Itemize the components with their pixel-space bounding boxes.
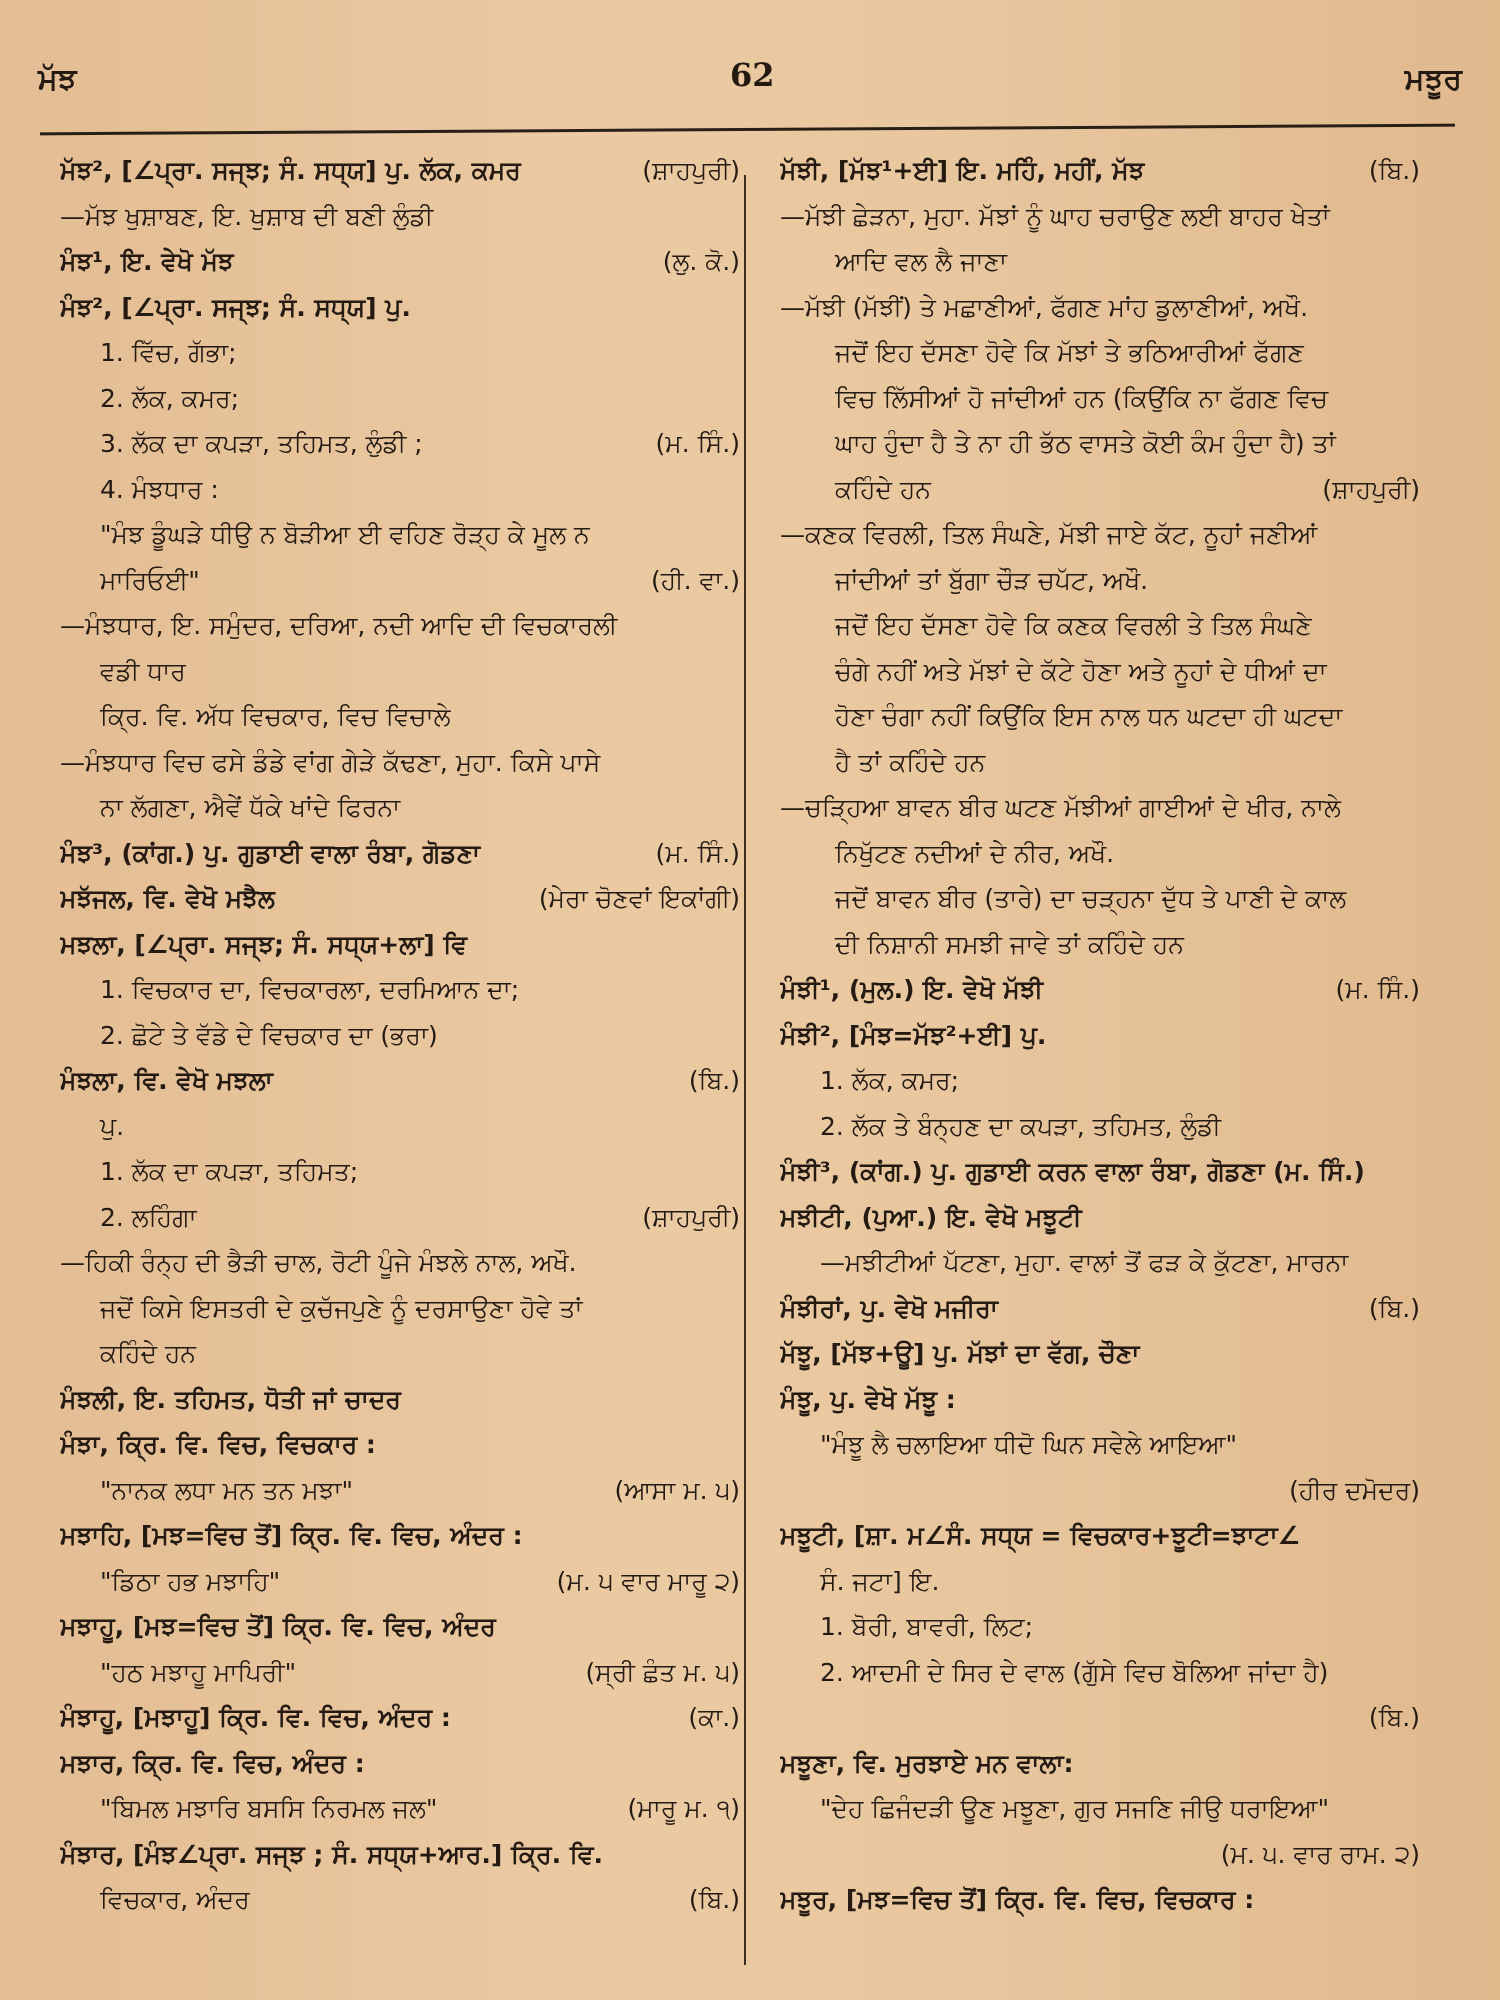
entry-text: —ਮੰਝਧਾਰ ਵਿਚ ਫਸੇ ਡੰਡੇ ਵਾਂਗ ਗੇੜੇ ਕੱਢਣਾ, ਮੁਹਾ. ਕਿਸੇ ਪਾਸੇ [60,747,601,777]
entry-line [60,194,740,240]
source-citation: (ਬਿ.) [1368,156,1420,185]
entry-text: ਕਹਿੰਦੇ ਹਨ [100,1339,196,1368]
entry-text: ਚੰਗੇ ਨਹੀਂ ਅਤੇ ਮੱਝਾਂ ਦੇ ਕੱਟੇ ਹੋਣਾ ਅਤੇ ਨੂਹਾਂ ਦੇ ਧੀਆਂ ਦਾ [835,656,1327,686]
entry-text: "ਮੰਝ ਡੂੰਘੜੇ ਧੀਉ ਨ ਬੋੜੀਆ ਈ ਵਹਿਣ ਰੋੜ੍ਹ ਕੇ ਮੂਲ ਨ [100,520,590,549]
entry-line [780,1559,1420,1605]
entry-line [780,1013,1420,1059]
entry-line [60,1604,740,1650]
entry-text: ਮਾਰਿਓਈ" [100,565,200,595]
entry-text: ਵਿਚਕਾਰ, ਅੰਦਰ [100,1885,250,1914]
entry-line [60,1195,740,1241]
entry-line [60,376,740,422]
entry-text: "ਬਿਮਲ ਮਝਾਰਿ ਬਸਸਿ ਨਿਰਮਲ ਜਲ" [100,1794,438,1823]
entry-line [780,148,1420,194]
source-citation: (ਬਿ.) [1368,1293,1420,1323]
entry-line [780,1786,1420,1832]
entry-text: 2. ਲੱਕ ਤੇ ਬੰਨ੍ਹਣ ਦਾ ਕਪੜਾ, ਤਹਿਮਤ, ਲੁੰਡੀ [820,1111,1222,1141]
entry-line [780,1741,1420,1787]
entry-line [780,967,1420,1013]
entry-text: ਮੰਝੀ³, (ਕਾਂਗ.) ਪੁ. ਗੁਡਾਈ ਕਰਨ ਵਾਲਾ ਰੰਬਾ, ਗੋਡਣਾ (ਮ. ਸਿੰ.) [780,1157,1365,1186]
entry-line [780,649,1420,695]
entry-line [60,1786,740,1832]
entry-text: ਵਡੀ ਧਾਰ [100,656,186,686]
entry-line [780,558,1420,604]
entry-text: ਮੰਝਲਾ, ਵਿ. ਵੇਖੋ ਮਝਲਾ [60,1066,273,1095]
entry-text: ਮੰਝੂ, ਪੁ. ਵੇਖੋ ਮੱਝੂ : [780,1384,956,1414]
entry-text: "ਦੇਹ ਛਿਜੰਦੜੀ ਊਣ ਮਝੂਣਾ, ਗੁਰ ਸਜਣਿ ਜੀਉ ਧਰਾਇਆ" [820,1794,1330,1823]
entry-line [60,1559,740,1605]
header-left-guide-word: ਮੱਝ [38,62,77,97]
entry-text: ਨਾ ਲੱਗਣਾ, ਐਵੇਂ ਧੱਕੇ ਖਾਂਦੇ ਫਿਰਨਾ [100,793,401,822]
entry-line [60,558,740,604]
entry-line [780,785,1420,831]
entry-line [780,1695,1420,1741]
entry-text: ਵਿਚ ਲਿੱਸੀਆਂ ਹੋ ਜਾਂਦੀਆਂ ਹਨ (ਕਿਉਂਕਿ ਨਾ ਫੱਗਣ ਵਿਚ [835,383,1328,413]
entry-text: ਮਝਾਹਿ, [ਮਝ=ਵਿਚ ਤੋਂ] ਕ੍ਰਿ. ਵਿ. ਵਿਚ, ਅੰਦਰ : [60,1521,523,1550]
entry-line [780,285,1420,331]
entry-line [780,1422,1420,1468]
source-citation: (ਕਾ.) [688,1703,740,1732]
entry-text: ਮੰਝ³, (ਕਾਂਗ.) ਪੁ. ਗੁਡਾਈ ਵਾਲਾ ਰੰਬਾ, ਗੋਡਣਾ [60,838,481,868]
entry-line [60,1240,740,1286]
entry-line [60,1377,740,1423]
entry-line [60,1331,740,1377]
entry-line [60,1695,740,1741]
entry-text: ਘਾਹ ਹੁੰਦਾ ਹੈ ਤੇ ਨਾ ਹੀ ਭੱਠ ਵਾਸਤੇ ਕੋਈ ਕੰਮ ਹੁੰਦਾ ਹੈ) ਤਾਂ [835,429,1336,458]
entry-line [60,148,740,194]
source-citation: (ਆਸਾ ਮ. ੫) [614,1475,740,1505]
entry-line [60,285,740,331]
entry-line [780,239,1420,285]
source-citation: (ਹੀਰ ਦਮੋਦਰ) [1289,1475,1420,1505]
entry-line [60,1104,740,1150]
source-citation: (ਮ. ਸਿੰ.) [1335,975,1420,1004]
entry-line [780,922,1420,968]
entry-text: ਮਝੱਜਲ, ਵਿ. ਵੇਖੋ ਮਝੈਲ [60,884,275,913]
entry-line [60,512,740,558]
entry-line [780,1240,1420,1286]
entry-text: —ਮੱਝੀ (ਮੱਝੀਂ) ਤੇ ਮਛਾਣੀਆਂ, ਫੱਗਣ ਮਾਂਹ ਡੁਲਾਣੀਆਂ, ਅਖੌ. [780,292,1309,322]
entry-text: ਮੰਝਲੀ, ਇ. ਤਹਿਮਤ, ਧੋਤੀ ਜਾਂ ਚਾਦਰ [60,1384,401,1414]
entry-line [60,922,740,968]
entry-text: 1. ਵਿੱਚ, ਗੱਭਾ; [100,338,237,367]
entry-line [60,694,740,740]
entry-text: ਮੰਝੀ¹, (ਮੁਲ.) ਇ. ਵੇਖੋ ਮੱਝੀ [780,975,1044,1004]
entry-line [60,1468,740,1514]
entry-line [60,603,740,649]
entry-line [780,740,1420,786]
left-column [60,148,740,1923]
entry-text: "ਮੰਝੂ ਲੈ ਚਲਾਇਆ ਧੀਦੋ ਘਿਨ ਸਵੇਲੇ ਆਇਆ" [820,1430,1238,1459]
entry-line [60,1832,740,1878]
entry-line [780,876,1420,922]
entry-line [780,421,1420,467]
entry-text: ਕ੍ਰਿ. ਵਿ. ਅੱਧ ਵਿਚਕਾਰ, ਵਿਚ ਵਿਚਾਲੇ [100,702,451,731]
entry-text: ਮੰਝ¹, ਇ. ਵੇਖੋ ਮੱਝ [60,247,234,276]
entry-text: 1. ਲੱਕ ਦਾ ਕਪੜਾ, ਤਹਿਮਤ; [100,1157,359,1186]
entry-text: ਜਦੋਂ ਇਹ ਦੱਸਣਾ ਹੋਵੇ ਕਿ ਕਣਕ ਵਿਰਲੀ ਤੇ ਤਿਲ ਸੰਘਣੇ [835,611,1312,640]
entry-text: ਮੱਝ², [∠ਪ੍ਰਾ. ਸਜ੍ਝ; ਸੰ. ਸਧ੍ਯ] ਪੁ. ਲੱਕ, ਕਮਰ [60,156,521,185]
right-column [780,148,1420,1923]
entry-line [60,740,740,786]
source-citation: (ਮੇਰਾ ਚੋਣਵਾਂ ਇਕਾਂਗੀ) [538,884,740,913]
entry-text: 1. ਬੋਰੀ, ਬਾਵਰੀ, ਲਿਟ; [820,1612,1034,1641]
entry-text: ਕਹਿੰਦੇ ਹਨ [835,474,931,504]
entry-text: ਮੱਝੀ, [ਮੱਝ¹+ਈ] ਇ. ਮਹਿੰ, ਮਹੀਂ, ਮੱਝ [780,156,1145,185]
entry-text: ਮਝੂਣਾ, ਵਿ. ਮੁਰਝਾਏ ਮਨ ਵਾਲਾ: [780,1748,1074,1778]
entry-text: 3. ਲੱਕ ਦਾ ਕਪੜਾ, ਤਹਿਮਤ, ਲੁੰਡੀ ; [100,429,423,458]
entry-text: —ਮੰਝਧਾਰ, ਇ. ਸਮੁੰਦਰ, ਦਰਿਆ, ਨਦੀ ਆਦਿ ਦੀ ਵਿਚਕਾਰਲੀ [60,611,618,640]
entry-text: ਮਝਲਾ, [∠ਪ੍ਰਾ. ਸਜ੍ਝ; ਸੰ. ਸਧ੍ਯ+ਲਾ] ਵਿ [60,929,468,959]
entry-line [780,512,1420,558]
entry-line [60,785,740,831]
source-citation: (ਹੀ. ਵਾ.) [650,565,740,595]
header-right-guide-word: ਮਝੂਰ [1404,62,1462,97]
entry-text: —ਚੜ੍ਹਿਆ ਬਾਵਨ ਬੀਰ ਘਟਣ ਮੱਝੀਆਂ ਗਾਈਆਂ ਦੇ ਖੀਰ, ਨਾਲੇ [780,793,1341,822]
source-citation: (ਮਾਰੂ ਮ. ੧) [627,1794,740,1823]
entry-text: ਮਝੂਰ, [ਮਝ=ਵਿਚ ਤੋਂ] ਕ੍ਰਿ. ਵਿ. ਵਿਚ, ਵਿਚਕਾਰ : [780,1885,1255,1914]
entry-line [780,1149,1420,1195]
entry-line [780,1468,1420,1514]
entry-line [60,876,740,922]
entry-line [60,239,740,285]
source-citation: (ਸ਼ਾਹਪੁਰੀ) [642,156,740,185]
entry-text: ਜਦੋਂ ਕਿਸੇ ਇਸਤਰੀ ਦੇ ਕੁਚੱਜਪੁਣੇ ਨੂੰ ਦਰਸਾਉਣਾ ਹੋਵੇ ਤਾਂ [100,1293,583,1323]
entry-text: ਮਝਾਹੂ, [ਮਝ=ਵਿਚ ਤੋਂ] ਕ੍ਰਿ. ਵਿ. ਵਿਚ, ਅੰਦਰ [60,1612,496,1641]
entry-line [780,831,1420,877]
entry-text: 4. ਮੰਝਧਾਰ : [100,474,219,504]
entry-line [780,1513,1420,1559]
entry-text: ਆਦਿ ਵਲ ਲੈ ਜਾਣਾ [835,247,1007,276]
entry-text: —ਮਝੀਟੀਆਂ ਪੱਟਣਾ, ਮੁਹਾ. ਵਾਲਾਂ ਤੋਂ ਫੜ ਕੇ ਕੁੱਟਣਾ, ਮਾਰਨਾ [820,1248,1349,1277]
entry-line [780,1195,1420,1241]
entry-text: ਹੈ ਤਾਂ ਕਹਿੰਦੇ ਹਨ [835,747,986,777]
source-citation: (ਮ. ੫ ਵਾਰ ਮਾਰੂ ੨) [556,1566,740,1596]
entry-line [780,1604,1420,1650]
entry-line [60,1286,740,1332]
entry-text: —ਕਣਕ ਵਿਰਲੀ, ਤਿਲ ਸੰਘਣੇ, ਮੱਝੀ ਜਾਏ ਕੱਟ, ਨੂਹਾਂ ਜਣੀਆਂ [780,520,1318,549]
entry-line [780,1650,1420,1696]
entry-text: "ਨਾਨਕ ਲਧਾ ਮਨ ਤਨ ਮਝਾ" [100,1475,354,1505]
entry-line [60,330,740,376]
entry-text: —ਮੱਝ ਖੁਸ਼ਾਬਣ, ਇ. ਖੁਸ਼ਾਬ ਦੀ ਬਣੀ ਲੁੰਡੀ [60,201,434,231]
entry-line [780,1058,1420,1104]
entry-line [60,1422,740,1468]
column-divider [744,175,746,1965]
entry-text: ਮੰਝਾਰ, [ਮੰਝ∠ਪ੍ਰਾ. ਸਜ੍ਝ ; ਸੰ. ਸਧ੍ਯ+ਆਰ.] ਕ੍ਰਿ. ਵਿ. [60,1839,603,1869]
entry-text: ਦੀ ਨਿਸ਼ਾਨੀ ਸਮਝੀ ਜਾਵੇ ਤਾਂ ਕਹਿੰਦੇ ਹਨ [835,929,1184,959]
source-citation: (ਬਿ.) [1368,1703,1420,1732]
entry-line [780,1104,1420,1150]
source-citation: (ਮ. ੫. ਵਾਰ ਰਾਮ. ੨) [1220,1839,1420,1869]
entry-line [780,330,1420,376]
entry-line [60,1741,740,1787]
entry-text: ਮਝੀਟੀ, (ਪੁਆ.) ਇ. ਵੇਖੋ ਮਝੂਟੀ [780,1202,1082,1232]
entry-text: "ਹਠ ਮਝਾਹੂ ਮਾਪਿਰੀ" [100,1657,297,1687]
entry-line [780,694,1420,740]
entry-line [780,1377,1420,1423]
entry-line [60,831,740,877]
entry-text: —ਹਿਕੀ ਰੰਨ੍ਹ ਦੀ ਭੈੜੀ ਚਾਲ, ਰੋਟੀ ਪੂੰਜੇ ਮੰਝਲੇ ਨਾਲ, ਅਖੌ. [60,1248,577,1277]
source-citation: (ਸ੍ਰੀ ਛੰਤ ਮ. ੫) [585,1657,740,1687]
page-header [0,56,1500,106]
entry-text: "ਡਿਠਾ ਹਭ ਮਝਾਹਿ" [100,1566,281,1596]
entry-line [60,967,740,1013]
entry-line [780,1832,1420,1878]
entry-line [780,1286,1420,1332]
entry-text: 1. ਵਿਚਕਾਰ ਦਾ, ਵਿਚਕਾਰਲਾ, ਦਰਮਿਆਨ ਦਾ; [100,975,520,1004]
source-citation: (ਸ਼ਾਹਪੁਰੀ) [1322,474,1420,504]
entry-text: ਮੱਝੂ, [ਮੱਝ+ਊ] ਪੁ. ਮੱਝਾਂ ਦਾ ਵੱਗ, ਚੌਣਾ [780,1339,1140,1368]
entry-text: ਸੰ. ਜਟਾ] ਇ. [820,1566,940,1596]
entry-text: ਹੋਣਾ ਚੰਗਾ ਨਹੀਂ ਕਿਉਂਕਿ ਇਸ ਨਾਲ ਧਨ ਘਟਦਾ ਹੀ ਘਟਦਾ [835,702,1343,731]
entry-line [780,467,1420,513]
entry-line [60,1877,740,1923]
source-citation: (ਮ. ਸਿੰ.) [655,429,740,458]
entry-text: 1. ਲੱਕ, ਕਮਰ; [820,1066,960,1095]
source-citation: (ਬਿ.) [688,1885,740,1914]
entry-line [780,1877,1420,1923]
source-citation: (ਸ਼ਾਹਪੁਰੀ) [642,1202,740,1232]
entry-line [780,603,1420,649]
entry-line [60,1013,740,1059]
entry-text: ਨਿਖੁੱਟਣ ਨਦੀਆਂ ਦੇ ਨੀਰ, ਅਖੌ. [835,838,1115,868]
source-citation: (ਮ. ਸਿੰ.) [655,838,740,868]
entry-text: ਜਾਂਦੀਆਂ ਤਾਂ ਬੁੱਗਾ ਚੌੜ ਚਪੱਟ, ਅਖੌ. [835,565,1149,595]
entry-text: ਮਝਾਰ, ਕ੍ਰਿ. ਵਿ. ਵਿਚ, ਅੰਦਰ : [60,1748,365,1778]
entry-text: 2. ਛੋਟੇ ਤੇ ਵੱਡੇ ਦੇ ਵਿਚਕਾਰ ਦਾ (ਭਰਾ) [100,1020,438,1050]
entry-text: ਜਦੋਂ ਬਾਵਨ ਬੀਰ (ਤਾਰੇ) ਦਾ ਚੜ੍ਹਨਾ ਦੁੱਧ ਤੇ ਪਾਣੀ ਦੇ ਕਾਲ [835,884,1347,913]
entry-line [60,467,740,513]
entry-text: ਮੰਝ², [∠ਪ੍ਰਾ. ਸਜ੍ਝ; ਸੰ. ਸਧ੍ਯ] ਪੁ. [60,292,411,322]
entry-text: ਮੰਝਾ, ਕ੍ਰਿ. ਵਿ. ਵਿਚ, ਵਿਚਕਾਰ : [60,1430,376,1459]
entry-line [780,1331,1420,1377]
entry-text: ਮੰਝੀਰਾਂ, ਪੁ. ਵੇਖੋ ਮਜੀਰਾ [780,1293,998,1323]
entry-text: —ਮੱਝੀ ਛੇੜਨਾ, ਮੁਹਾ. ਮੱਝਾਂ ਨੂੰ ਘਾਹ ਚਰਾਉਣ ਲਈ ਬਾਹਰ ਖੇਤਾਂ [780,201,1330,231]
entry-text: ਮਝੂਟੀ, [ਸ਼ਾ. ਮ∠ਸੰ. ਸਧ੍ਯ = ਵਿਚਕਾਰ+ਝੂਟੀ=ਝਾਟਾ∠ [780,1521,1301,1550]
entry-line [60,1149,740,1195]
entry-line [60,649,740,695]
entry-text: 2. ਲੱਕ, ਕਮਰ; [100,383,240,413]
entry-line [780,376,1420,422]
entry-line [60,1058,740,1104]
entry-text: ਜਦੋਂ ਇਹ ਦੱਸਣਾ ਹੋਵੇ ਕਿ ਮੱਝਾਂ ਤੇ ਭਠਿਆਰੀਆਂ ਫੱਗਣ [835,338,1304,367]
entry-text: 2. ਆਦਮੀ ਦੇ ਸਿਰ ਦੇ ਵਾਲ (ਗੁੱਸੇ ਵਿਚ ਬੋਲਿਆ ਜਾਂਦਾ ਹੈ) [820,1657,1329,1687]
header-rule [40,124,1455,136]
source-citation: (ਲੁ. ਕੋ.) [662,247,740,276]
entry-line [60,1650,740,1696]
entry-text: ਮੰਝੀ², [ਮੰਝ=ਮੱਝ²+ਈ] ਪੁ. [780,1020,1047,1050]
entry-line [780,194,1420,240]
source-citation: (ਬਿ.) [688,1066,740,1095]
entry-line [60,1513,740,1559]
page-number: 62 [730,56,775,94]
entry-line [60,421,740,467]
entry-text: ਪੁ. [100,1111,125,1141]
entry-text: 2. ਲਹਿੰਗਾ [100,1202,197,1232]
entry-text: ਮੰਝਾਹੂ, [ਮਝਾਹੂ] ਕ੍ਰਿ. ਵਿ. ਵਿਚ, ਅੰਦਰ : [60,1703,451,1732]
